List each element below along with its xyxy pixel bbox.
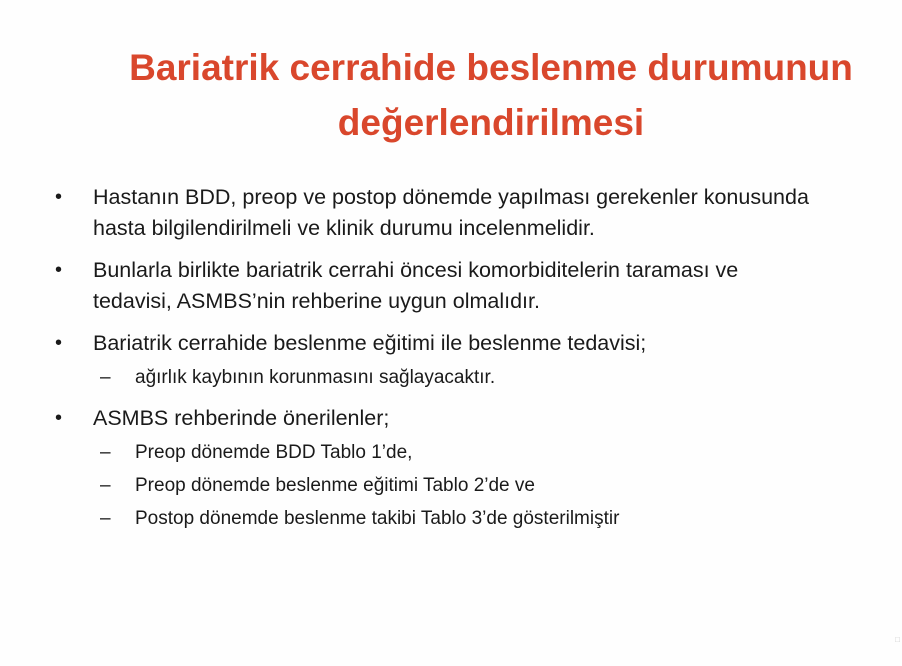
dash-icon: – (100, 475, 111, 496)
bullet-item-1 (55, 182, 902, 244)
bullet-item-2-line-1: Bunlarla birlikte bariatrik cerrahi öncesi komorbiditelerin taraması ve (93, 258, 739, 282)
slide-title-line-2: değerlendirilmesi (337, 102, 645, 143)
sub-item-3-1 (55, 364, 902, 392)
bullet-dot-icon: • (55, 186, 63, 208)
slide-title (40, 40, 902, 150)
bullet-list (55, 182, 902, 533)
bullet-dot-icon: • (55, 259, 63, 281)
bullet-item-4 (55, 403, 902, 434)
dash-icon: – (100, 508, 111, 529)
bullet-item-4-line-1: ASMBS rehberinde önerilenler; (93, 406, 390, 430)
dash-icon: – (100, 442, 111, 463)
bullet-item-2-line-2: tedavisi, ASMBS’nin rehberine uygun olmalıdır. (93, 289, 540, 313)
sub-item-3-1-text: ağırlık kaybının korunmasını sağlayacaktır. (135, 367, 496, 388)
dash-icon: – (100, 367, 111, 388)
sub-item-4-3-text: Postop dönemde beslenme takibi Tablo 3’de gösterilmiştir (135, 508, 620, 529)
bullet-item-2 (55, 255, 902, 317)
bullet-item-3-line-1: Bariatrik cerrahide beslenme eğitimi ile beslenme tedavisi; (93, 331, 647, 355)
sub-item-4-1 (55, 439, 902, 467)
bullet-dot-icon: • (55, 332, 63, 354)
bullet-dot-icon: • (55, 407, 63, 429)
sub-item-4-2-text: Preop dönemde beslenme eğitimi Tablo 2’de ve (135, 475, 535, 496)
sub-item-4-2 (55, 472, 902, 500)
sub-item-4-3 (55, 505, 902, 533)
bullet-item-3 (55, 328, 902, 359)
bullet-item-1-line-1: Hastanın BDD, preop ve postop dönemde yapılması gerekenler konusunda (93, 185, 809, 209)
corner-mark-icon: □ (895, 635, 900, 644)
slide-title-line-1: Bariatrik cerrahide beslenme durumunun (129, 47, 853, 88)
sub-item-4-1-text: Preop dönemde BDD Tablo 1’de, (135, 442, 413, 463)
bullet-item-1-line-2: hasta bilgilendirilmeli ve klinik durumu incelenmelidir. (93, 216, 595, 240)
